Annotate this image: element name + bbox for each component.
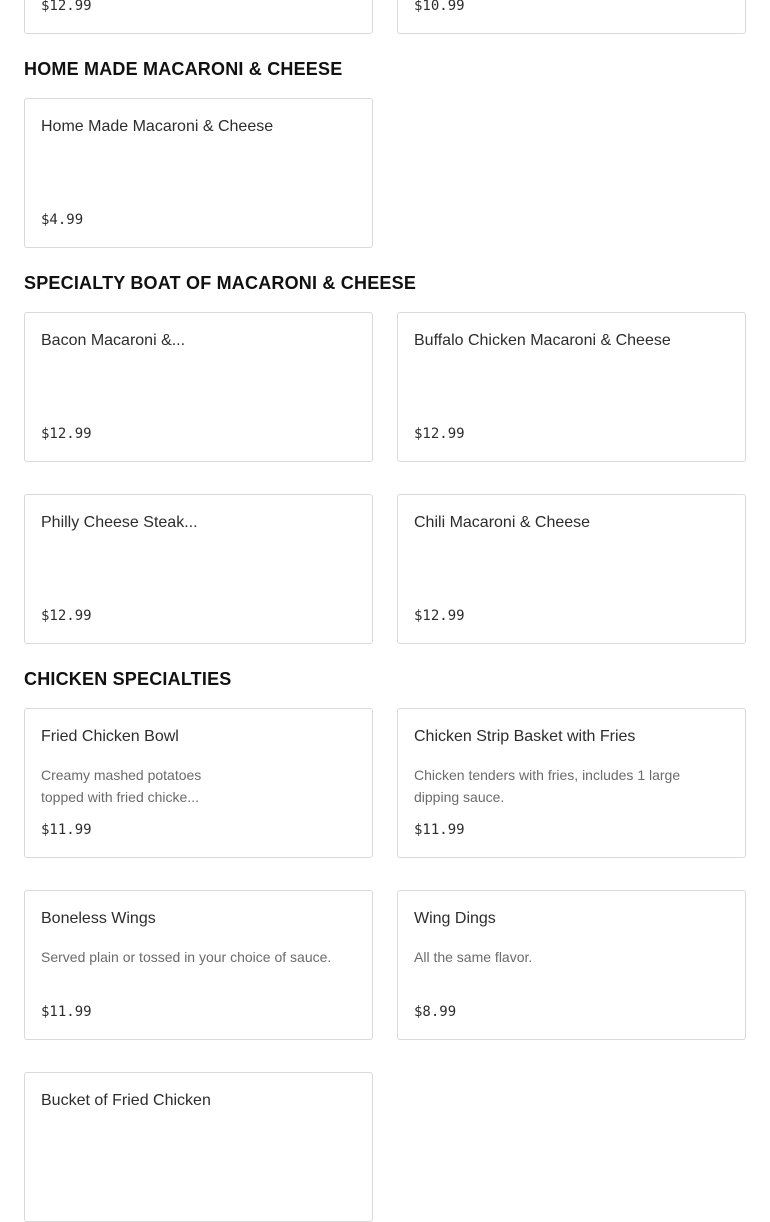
menu-item-card[interactable]: [24, 98, 373, 248]
menu-item-card[interactable]: [24, 312, 373, 462]
menu-item-card[interactable]: [397, 708, 746, 858]
menu-item-price: $12.99: [414, 426, 465, 442]
menu-item-name: Wing Dings: [414, 910, 496, 927]
menu-item-price: $12.99: [41, 608, 92, 624]
section-title-chicken-specialties: CHICKEN SPECIALTIES: [24, 669, 232, 689]
menu-item-price: $11.99: [41, 822, 92, 838]
menu-item-name: Buffalo Chicken Macaroni & Cheese: [414, 332, 671, 349]
menu-item-price: $10.99: [414, 0, 465, 14]
menu-item-card[interactable]: [24, 1072, 373, 1222]
menu-item-price: $4.99: [41, 212, 84, 228]
menu-item-name: Home Made Macaroni & Cheese: [41, 118, 274, 135]
menu-item-description: Chicken tenders with fries, includes 1 large dipping sauce.: [414, 767, 681, 805]
menu-item-name: Fried Chicken Bowl: [41, 728, 179, 745]
menu-item-card[interactable]: [397, 0, 746, 34]
menu-item-price: $11.99: [414, 822, 465, 838]
section-title-home-made-macaroni: HOME MADE MACARONI & CHEESE: [24, 59, 343, 79]
menu-item-card[interactable]: [24, 708, 373, 858]
menu-item-name: Bacon Macaroni &...: [41, 332, 186, 349]
menu-item-card[interactable]: [397, 312, 746, 462]
menu-item-description: All the same flavor.: [414, 949, 533, 965]
menu-item-price: $12.99: [41, 0, 92, 14]
menu-item-card[interactable]: [24, 0, 373, 34]
menu-item-price: $12.99: [414, 608, 465, 624]
menu-item-description: Served plain or tossed in your choice of sauce.: [41, 949, 332, 965]
menu-item-card[interactable]: [397, 890, 746, 1040]
menu-item-price: $11.99: [41, 1004, 92, 1020]
menu-item-name: Chicken Strip Basket with Fries: [414, 728, 636, 745]
menu-item-price: $8.99: [414, 1004, 457, 1020]
menu-item-price: $12.99: [41, 426, 92, 442]
menu-item-name: Boneless Wings: [41, 910, 156, 927]
section-title-specialty-boat: SPECIALTY BOAT OF MACARONI & CHEESE: [24, 273, 417, 293]
menu-item-card[interactable]: [24, 890, 373, 1040]
menu-item-name: Bucket of Fried Chicken: [41, 1092, 211, 1109]
menu-item-name: Chili Macaroni & Cheese: [414, 514, 591, 531]
menu-item-card[interactable]: [397, 494, 746, 644]
menu-item-name: Philly Cheese Steak...: [41, 514, 198, 531]
menu-item-description: Creamy mashed potatoes topped with fried chicke...: [41, 767, 202, 805]
menu-item-card[interactable]: [24, 494, 373, 644]
